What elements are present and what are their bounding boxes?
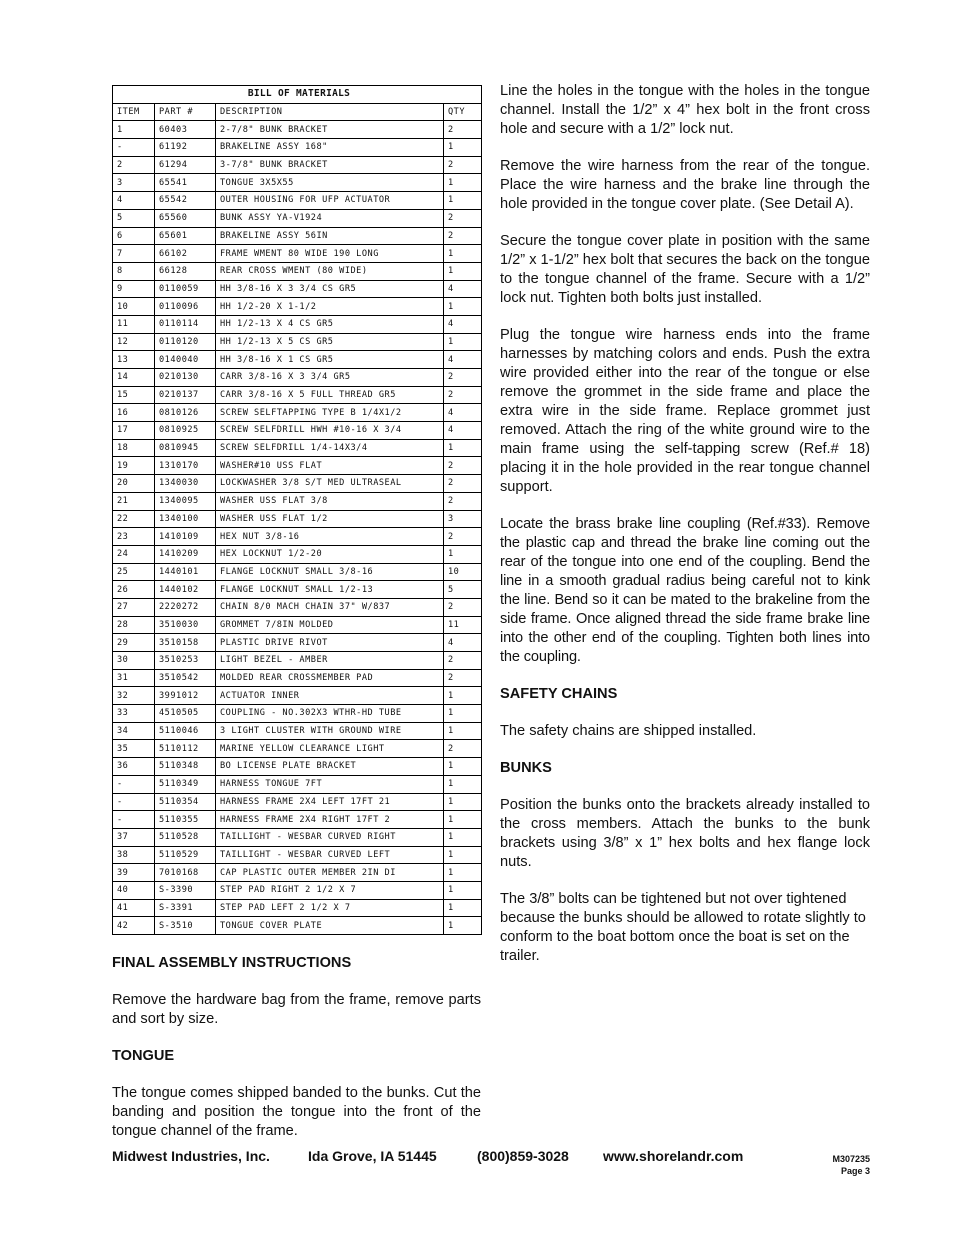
bom-cell-item: 4: [113, 192, 155, 210]
bom-cell-description: BRAKELINE ASSY 168": [216, 139, 444, 157]
bom-header-part: PART #: [155, 103, 216, 121]
bom-cell-part: 5110112: [155, 740, 216, 758]
bom-cell-qty: 1: [444, 758, 482, 776]
bom-cell-item: 2: [113, 156, 155, 174]
bom-cell-item: 23: [113, 528, 155, 546]
bom-cell-description: CHAIN 8/0 MACH CHAIN 37" W/837: [216, 598, 444, 616]
tongue-heading: TONGUE: [112, 1048, 175, 1064]
bom-row: [113, 227, 482, 245]
bom-cell-qty: 1: [444, 775, 482, 793]
left-column: [112, 85, 481, 1141]
bom-cell-qty: 1: [444, 828, 482, 846]
bom-cell-qty: 1: [444, 811, 482, 829]
bom-cell-description: WASHER USS FLAT 1/2: [216, 510, 444, 528]
bom-cell-description: 3 LIGHT CLUSTER WITH GROUND WIRE: [216, 722, 444, 740]
bom-cell-qty: 1: [444, 687, 482, 705]
bom-row: [113, 740, 482, 758]
bom-cell-part: 3510158: [155, 634, 216, 652]
bom-cell-item: 1: [113, 121, 155, 139]
bom-header-item: ITEM: [113, 103, 155, 121]
bom-cell-qty: 2: [444, 669, 482, 687]
bom-cell-item: -: [113, 793, 155, 811]
bom-cell-item: 13: [113, 351, 155, 369]
bom-cell-item: 31: [113, 669, 155, 687]
bom-cell-part: 1440101: [155, 563, 216, 581]
bom-body: [113, 121, 482, 935]
bom-cell-qty: 4: [444, 315, 482, 333]
bom-row: [113, 475, 482, 493]
bom-cell-part: 0110059: [155, 280, 216, 298]
bom-row: [113, 439, 482, 457]
bom-cell-description: BUNK ASSY YA-V1924: [216, 209, 444, 227]
bom-cell-part: S-3391: [155, 899, 216, 917]
bom-cell-description: HH 3/8-16 X 1 CS GR5: [216, 351, 444, 369]
bom-row: [113, 545, 482, 563]
bom-header-qty: QTY: [444, 103, 482, 121]
bom-cell-part: 1310170: [155, 457, 216, 475]
bom-cell-qty: 1: [444, 722, 482, 740]
bom-cell-description: TONGUE 3X5X55: [216, 174, 444, 192]
bom-cell-item: 32: [113, 687, 155, 705]
footer-location: Ida Grove, IA 51445: [308, 1148, 437, 1164]
bom-cell-description: HH 1/2-20 X 1-1/2: [216, 298, 444, 316]
bom-cell-part: 1410209: [155, 545, 216, 563]
bill-of-materials-table: [112, 85, 482, 935]
bom-cell-part: 65541: [155, 174, 216, 192]
bom-cell-qty: 1: [444, 705, 482, 723]
bom-cell-item: 28: [113, 616, 155, 634]
bom-cell-qty: 4: [444, 280, 482, 298]
bom-cell-qty: 1: [444, 192, 482, 210]
bom-cell-qty: 2: [444, 740, 482, 758]
bom-cell-part: 1440102: [155, 581, 216, 599]
bom-row: [113, 510, 482, 528]
bom-row: [113, 492, 482, 510]
bom-cell-part: 0210137: [155, 386, 216, 404]
bom-row: [113, 705, 482, 723]
bom-cell-item: 41: [113, 899, 155, 917]
bom-cell-item: 34: [113, 722, 155, 740]
bom-cell-qty: 2: [444, 475, 482, 493]
bom-cell-part: 0810126: [155, 404, 216, 422]
bom-cell-part: 61192: [155, 139, 216, 157]
harness-plug-paragraph: Plug the tongue wire harness ends into the frame harnesses by matching colors and ends. Push the extra wire provided either into the rear of the tongue or else remove the grommet in the side frame and place the extra wire in the side frame. Replace grommet just removed. Attach the ring of the white ground wire to the main frame using the self-tapping screw (Ref.# 18) placing it in the hole provided in the rear tongue channel support.: [500, 327, 870, 495]
bom-cell-part: 3991012: [155, 687, 216, 705]
bom-cell-part: 3510542: [155, 669, 216, 687]
bom-cell-description: HH 1/2-13 X 4 CS GR5: [216, 315, 444, 333]
bom-cell-description: SCREW SELFDRILL 1/4-14X3/4: [216, 439, 444, 457]
bom-cell-qty: 2: [444, 492, 482, 510]
bom-cell-part: 3510030: [155, 616, 216, 634]
bom-row: [113, 864, 482, 882]
bom-cell-item: 42: [113, 917, 155, 935]
brake-coupling-paragraph: Locate the brass brake line coupling (Ref.#33). Remove the plastic cap and thread the brake line coming out the rear of the tongue into one end of the coupling. Bend the line in a smooth gradual radius being careful not to kink the line. Bend so it can be mated to the brakeline from the side frame. Once aligned thread the side frame brake line into the other end of the coupling. Tighten both lines into the coupling.: [500, 516, 870, 665]
bom-cell-description: HEX NUT 3/8-16: [216, 528, 444, 546]
final-assembly-heading: FINAL ASSEMBLY INSTRUCTIONS: [112, 955, 352, 971]
bom-cell-item: 7: [113, 245, 155, 263]
bom-cell-qty: 4: [444, 404, 482, 422]
bom-cell-qty: 1: [444, 298, 482, 316]
bom-cell-item: 24: [113, 545, 155, 563]
bom-cell-item: 11: [113, 315, 155, 333]
bom-cell-description: BO LICENSE PLATE BRACKET: [216, 758, 444, 776]
bom-row: [113, 404, 482, 422]
bom-cell-qty: 2: [444, 457, 482, 475]
bom-cell-part: 61294: [155, 156, 216, 174]
bom-cell-qty: 10: [444, 563, 482, 581]
bom-cell-part: 0110096: [155, 298, 216, 316]
bom-row: [113, 828, 482, 846]
bom-row: [113, 333, 482, 351]
bom-cell-qty: 1: [444, 333, 482, 351]
bom-cell-qty: 4: [444, 422, 482, 440]
bom-row: [113, 280, 482, 298]
bom-cell-item: 40: [113, 881, 155, 899]
bom-cell-description: FRAME WMENT 80 WIDE 190 LONG: [216, 245, 444, 263]
bom-row: [113, 156, 482, 174]
bom-cell-qty: 1: [444, 139, 482, 157]
bom-cell-qty: 2: [444, 227, 482, 245]
bom-row: [113, 298, 482, 316]
bom-row: [113, 386, 482, 404]
bom-cell-description: HH 3/8-16 X 3 3/4 CS GR5: [216, 280, 444, 298]
bom-cell-part: 4510505: [155, 705, 216, 723]
bom-cell-part: 65601: [155, 227, 216, 245]
final-assembly-text: Remove the hardware bag from the frame, remove parts and sort by size.: [112, 992, 481, 1027]
bom-cell-item: 27: [113, 598, 155, 616]
bom-cell-part: 65560: [155, 209, 216, 227]
bom-cell-item: 35: [113, 740, 155, 758]
bom-row: [113, 775, 482, 793]
bom-cell-part: 7010168: [155, 864, 216, 882]
bom-row: [113, 687, 482, 705]
bom-row: [113, 652, 482, 670]
bom-cell-qty: 1: [444, 245, 482, 263]
bom-cell-item: 5: [113, 209, 155, 227]
bom-cell-description: LOCKWASHER 3/8 S/T MED ULTRASEAL: [216, 475, 444, 493]
bom-cell-item: 17: [113, 422, 155, 440]
bom-cell-description: BRAKELINE ASSY 56IN: [216, 227, 444, 245]
bom-row: [113, 899, 482, 917]
bom-cell-part: 0810945: [155, 439, 216, 457]
bom-cell-qty: 2: [444, 121, 482, 139]
bom-row: [113, 563, 482, 581]
bom-row: [113, 917, 482, 935]
bom-cell-part: 5110349: [155, 775, 216, 793]
bom-cell-qty: 1: [444, 846, 482, 864]
bom-cell-part: 1340100: [155, 510, 216, 528]
bom-row: [113, 174, 482, 192]
bunks-paragraph-1: Position the bunks onto the brackets already installed to the cross members. Attach the bunks to the bunk brackets using 3/8” x 1” hex bolts and hex flange lock nuts.: [500, 797, 870, 870]
bom-cell-qty: 2: [444, 156, 482, 174]
bom-cell-part: 0210130: [155, 369, 216, 387]
bom-cell-qty: 1: [444, 881, 482, 899]
bom-header-row: [113, 103, 482, 121]
footer-website: www.shorelandr.com: [603, 1148, 744, 1164]
bom-row: [113, 634, 482, 652]
bom-cell-description: CARR 3/8-16 X 5 FULL THREAD GR5: [216, 386, 444, 404]
bom-cell-qty: 4: [444, 634, 482, 652]
bom-cell-qty: 3: [444, 510, 482, 528]
safety-chains-heading: SAFETY CHAINS: [500, 686, 618, 702]
bom-cell-qty: 2: [444, 652, 482, 670]
bom-cell-item: 39: [113, 864, 155, 882]
bom-row: [113, 245, 482, 263]
tongue-text: The tongue comes shipped banded to the bunks. Cut the banding and position the tongue into the front of the tongue channel of the frame.: [112, 1085, 481, 1139]
bom-cell-part: 1410109: [155, 528, 216, 546]
bom-cell-part: 65542: [155, 192, 216, 210]
bunks-heading: BUNKS: [500, 760, 552, 776]
bom-cell-item: 16: [113, 404, 155, 422]
bom-cell-part: 5110354: [155, 793, 216, 811]
bom-cell-item: 30: [113, 652, 155, 670]
tongue-bolt-paragraph: Line the holes in the tongue with the holes in the tongue channel. Install the 1/2” x 4” hex bolt in the front cross hole and secure with a 1/2” lock nut.: [500, 83, 870, 137]
bom-cell-item: 10: [113, 298, 155, 316]
bom-cell-description: CARR 3/8-16 X 3 3/4 GR5: [216, 369, 444, 387]
bom-cell-part: 3510253: [155, 652, 216, 670]
bom-cell-qty: 1: [444, 545, 482, 563]
bom-cell-item: 6: [113, 227, 155, 245]
bom-cell-qty: 2: [444, 528, 482, 546]
bom-row: [113, 351, 482, 369]
bom-cell-description: SCREW SELFDRILL HWH #10-16 X 3/4: [216, 422, 444, 440]
bom-row: [113, 616, 482, 634]
bom-cell-description: CAP PLASTIC OUTER MEMBER 2IN DI: [216, 864, 444, 882]
bom-cell-part: 5110348: [155, 758, 216, 776]
wire-harness-paragraph: Remove the wire harness from the rear of the tongue. Place the wire harness and the brake line through the hole provided in the tongue cover plate. (See Detail A).: [500, 158, 870, 212]
bom-cell-description: HARNESS FRAME 2X4 RIGHT 17FT 2: [216, 811, 444, 829]
bom-cell-description: TAILLIGHT - WESBAR CURVED LEFT: [216, 846, 444, 864]
bom-cell-part: 0810925: [155, 422, 216, 440]
bom-cell-item: 38: [113, 846, 155, 864]
bom-row: [113, 315, 482, 333]
bom-cell-item: 37: [113, 828, 155, 846]
bom-cell-item: -: [113, 139, 155, 157]
bom-row: [113, 369, 482, 387]
bom-cell-description: FLANGE LOCKNUT SMALL 1/2-13: [216, 581, 444, 599]
safety-chains-text: The safety chains are shipped installed.: [500, 723, 757, 739]
bom-cell-part: 66102: [155, 245, 216, 263]
bom-cell-part: 5110528: [155, 828, 216, 846]
bom-header-description: DESCRIPTION: [216, 103, 444, 121]
bom-row: [113, 209, 482, 227]
document-number-block: [832, 1153, 870, 1177]
bom-cell-qty: 1: [444, 174, 482, 192]
bom-row: [113, 457, 482, 475]
bom-cell-item: 21: [113, 492, 155, 510]
bom-cell-item: 33: [113, 705, 155, 723]
bom-cell-part: 0110114: [155, 315, 216, 333]
bom-row: [113, 422, 482, 440]
bom-cell-qty: 4: [444, 351, 482, 369]
bom-row: [113, 722, 482, 740]
bom-cell-part: 60403: [155, 121, 216, 139]
bom-cell-item: 15: [113, 386, 155, 404]
bom-cell-qty: 11: [444, 616, 482, 634]
bom-row: [113, 528, 482, 546]
doc-number: M307235: [832, 1154, 870, 1164]
footer-phone: (800)859-3028: [477, 1148, 569, 1164]
bom-cell-item: 25: [113, 563, 155, 581]
bom-cell-description: HEX LOCKNUT 1/2-20: [216, 545, 444, 563]
bom-cell-qty: 2: [444, 209, 482, 227]
bom-row: [113, 262, 482, 280]
bom-cell-description: TAILLIGHT - WESBAR CURVED RIGHT: [216, 828, 444, 846]
bom-title: BILL OF MATERIALS: [113, 86, 482, 104]
bom-cell-item: 8: [113, 262, 155, 280]
bom-cell-part: 1340095: [155, 492, 216, 510]
bom-cell-part: 1340030: [155, 475, 216, 493]
bom-cell-description: WASHER USS FLAT 3/8: [216, 492, 444, 510]
bom-cell-part: S-3390: [155, 881, 216, 899]
bom-cell-item: 9: [113, 280, 155, 298]
bom-cell-description: MARINE YELLOW CLEARANCE LIGHT: [216, 740, 444, 758]
bom-cell-description: WASHER#10 USS FLAT: [216, 457, 444, 475]
bom-cell-description: ACTUATOR INNER: [216, 687, 444, 705]
bom-cell-qty: 1: [444, 793, 482, 811]
page-number: Page 3: [840, 1166, 870, 1176]
bom-cell-item: -: [113, 811, 155, 829]
bom-cell-description: COUPLING - NO.302X3 WTHR-HD TUBE: [216, 705, 444, 723]
bom-cell-description: HARNESS TONGUE 7FT: [216, 775, 444, 793]
bom-cell-description: STEP PAD RIGHT 2 1/2 X 7: [216, 881, 444, 899]
bom-cell-qty: 1: [444, 899, 482, 917]
bom-cell-qty: 1: [444, 439, 482, 457]
bom-cell-part: 5110529: [155, 846, 216, 864]
cover-plate-paragraph: Secure the tongue cover plate in position with the same 1/2” x 1-1/2” hex bolt that secures the back on the tongue to the tongue channel of the frame. Secure with a 1/2” lock nut. Tighten both bolts just installed.: [500, 233, 870, 306]
bom-cell-qty: 2: [444, 598, 482, 616]
bom-cell-description: 2-7/8" BUNK BRACKET: [216, 121, 444, 139]
bom-cell-qty: 2: [444, 369, 482, 387]
bom-cell-description: TONGUE COVER PLATE: [216, 917, 444, 935]
bom-cell-item: 12: [113, 333, 155, 351]
bom-row: [113, 139, 482, 157]
right-column: [500, 82, 870, 966]
bom-cell-description: OUTER HOUSING FOR UFP ACTUATOR: [216, 192, 444, 210]
bom-cell-item: 36: [113, 758, 155, 776]
bom-row: [113, 581, 482, 599]
bom-cell-item: -: [113, 775, 155, 793]
bom-cell-qty: 2: [444, 386, 482, 404]
footer-company: Midwest Industries, Inc.: [112, 1148, 270, 1164]
bom-cell-item: 20: [113, 475, 155, 493]
bom-cell-description: HH 1/2-13 X 5 CS GR5: [216, 333, 444, 351]
bom-cell-item: 3: [113, 174, 155, 192]
bom-row: [113, 846, 482, 864]
bom-row: [113, 598, 482, 616]
bom-row: [113, 121, 482, 139]
bom-row: [113, 192, 482, 210]
bom-cell-description: GROMMET 7/8IN MOLDED: [216, 616, 444, 634]
bom-cell-part: S-3510: [155, 917, 216, 935]
bom-cell-description: REAR CROSS WMENT (80 WIDE): [216, 262, 444, 280]
bom-cell-description: FLANGE LOCKNUT SMALL 3/8-16: [216, 563, 444, 581]
bom-cell-qty: 1: [444, 864, 482, 882]
bom-cell-item: 26: [113, 581, 155, 599]
bom-row: [113, 758, 482, 776]
bom-cell-item: 22: [113, 510, 155, 528]
bom-cell-description: MOLDED REAR CROSSMEMBER PAD: [216, 669, 444, 687]
bom-cell-description: SCREW SELFTAPPING TYPE B 1/4X1/2: [216, 404, 444, 422]
bom-cell-part: 0110120: [155, 333, 216, 351]
bom-cell-part: 5110046: [155, 722, 216, 740]
bom-cell-qty: 1: [444, 917, 482, 935]
bom-cell-item: 18: [113, 439, 155, 457]
bom-row: [113, 793, 482, 811]
bom-cell-part: 0140040: [155, 351, 216, 369]
bom-row: [113, 811, 482, 829]
bom-cell-description: PLASTIC DRIVE RIVOT: [216, 634, 444, 652]
bom-cell-description: LIGHT BEZEL - AMBER: [216, 652, 444, 670]
bom-row: [113, 881, 482, 899]
bom-cell-qty: 5: [444, 581, 482, 599]
bom-cell-description: 3-7/8" BUNK BRACKET: [216, 156, 444, 174]
bom-cell-item: 14: [113, 369, 155, 387]
bom-cell-part: 66128: [155, 262, 216, 280]
bom-cell-item: 19: [113, 457, 155, 475]
bom-cell-part: 2220272: [155, 598, 216, 616]
bom-cell-qty: 1: [444, 262, 482, 280]
bom-cell-description: STEP PAD LEFT 2 1/2 X 7: [216, 899, 444, 917]
bom-cell-item: 29: [113, 634, 155, 652]
bom-row: [113, 669, 482, 687]
bom-cell-description: HARNESS FRAME 2X4 LEFT 17FT 21: [216, 793, 444, 811]
bunks-paragraph-2: The 3/8” bolts can be tightened but not over tightened because the bunks should be allowed to rotate slightly to conform to the boat bottom once the boat is set on the trailer.: [500, 891, 866, 964]
bom-cell-part: 5110355: [155, 811, 216, 829]
